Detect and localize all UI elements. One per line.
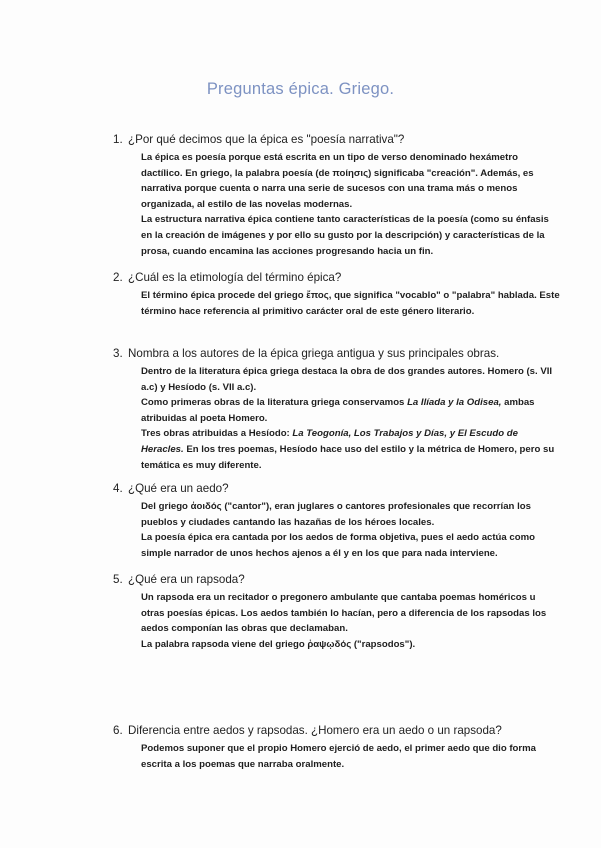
- answer-text: ambas atribuidas al poeta Homero.: [141, 397, 535, 424]
- answer-paragraph: La palabra rapsoda viene del griego ῥαψῳδός ("rapsodos").: [141, 638, 416, 650]
- answer-text: Tres obras atribuidas a Hesíodo:: [141, 428, 293, 440]
- question-number: 6.: [113, 724, 123, 737]
- answer-paragraph: Podemos suponer que el propio Homero ejerció de aedo, el primer aedo que dio forma escrita a los poemas que narraba oralmente.: [141, 743, 537, 770]
- work-titles: La Teogonía, Los Trabajos y Días, y El Escudo de Heracles.: [141, 428, 518, 455]
- question-text: ¿Cuál es la etimología del término épica?: [128, 271, 342, 284]
- question-3: [113, 346, 553, 473]
- question-number: 2.: [113, 271, 123, 284]
- question-2: [113, 270, 560, 319]
- answer: [141, 741, 561, 772]
- answer-paragraph: [141, 395, 561, 426]
- question-6: [113, 723, 553, 772]
- answer: [141, 150, 561, 259]
- answer-paragraph: [141, 426, 561, 473]
- document-title: Preguntas épica. Griego.: [206, 80, 395, 98]
- question-4: [113, 481, 553, 561]
- answer-paragraph: La poesía épica era cantada por los aedos de forma objetiva, pues el aedo actúa como simple narrador de unos hechos ajenos a él y en los que para nada interviene.: [141, 532, 536, 559]
- answer-paragraph: La épica es poesía porque está escrita en un tipo de verso denominado hexámetro dactílico. En griego, la palabra poesía (de ποίησις) significaba "creación". Además, es narrativa porque cuenta o narra una serie de sucesos con una trama más o menos organizada, al estilo de las novelas modernas.: [141, 152, 534, 210]
- answer-text: Como primeras obras de la literatura griega conservamos: [141, 397, 408, 409]
- answer-text: En los tres poemas, Hesíodo hace uso del estilo y la métrica de Homero, pero su temática es muy diferente.: [141, 443, 555, 471]
- question-number: 1.: [113, 133, 123, 146]
- answer: [141, 590, 561, 652]
- question-text: Nombra a los autores de la épica griega antigua y sus principales obras.: [128, 347, 500, 360]
- answer-paragraph: El término épica procede del griego ἔπος, que significa "vocablo" o "palabra" hablada. Este término hace referencia al primitivo carácter oral de este género literario.: [141, 290, 560, 317]
- answer-paragraph: Un rapsoda era un recitador o pregonero ambulante que cantaba poemas homéricos u otras poesías épicas. Los aedos también lo hacían, pero a diferencia de los rapsodas los aedos componían las obras que declamaban.: [141, 592, 547, 635]
- question-text: ¿Qué era un aedo?: [128, 482, 229, 495]
- answer-paragraph: La estructura narrativa épica contiene tanto características de la poesía (como su énfasis en la creación de imágenes y por ello su gusto por la descripción) y características de la prosa, cuando encamina las acciones progresando hacia un fin.: [141, 214, 549, 257]
- question-number: 5.: [113, 573, 123, 586]
- question-5: [113, 572, 553, 652]
- question-text: Diferencia entre aedos y rapsodas. ¿Homero era un aedo o un rapsoda?: [128, 724, 502, 737]
- answer-paragraph: Del griego ἀοιδός ("cantor"), eran juglares o cantores profesionales que recorrían los pueblos y ciudades cantando las hazañas de los héroes locales.: [141, 501, 531, 528]
- question-number: 3.: [113, 347, 123, 360]
- question-number: 4.: [113, 482, 123, 495]
- answer: [141, 499, 561, 561]
- answer-paragraph: Dentro de la literatura épica griega destaca la obra de dos grandes autores. Homero (s. VII a.c) y Hesíodo (s. VII a.c).: [141, 366, 553, 393]
- question-text: ¿Qué era un rapsoda?: [128, 573, 245, 586]
- question-1: [113, 132, 553, 259]
- work-titles: La Ilíada y la Odisea,: [407, 397, 502, 409]
- answer: [141, 364, 561, 473]
- answer: [141, 288, 561, 319]
- question-text: ¿Por qué decimos que la épica es "poesía narrativa"?: [128, 133, 405, 146]
